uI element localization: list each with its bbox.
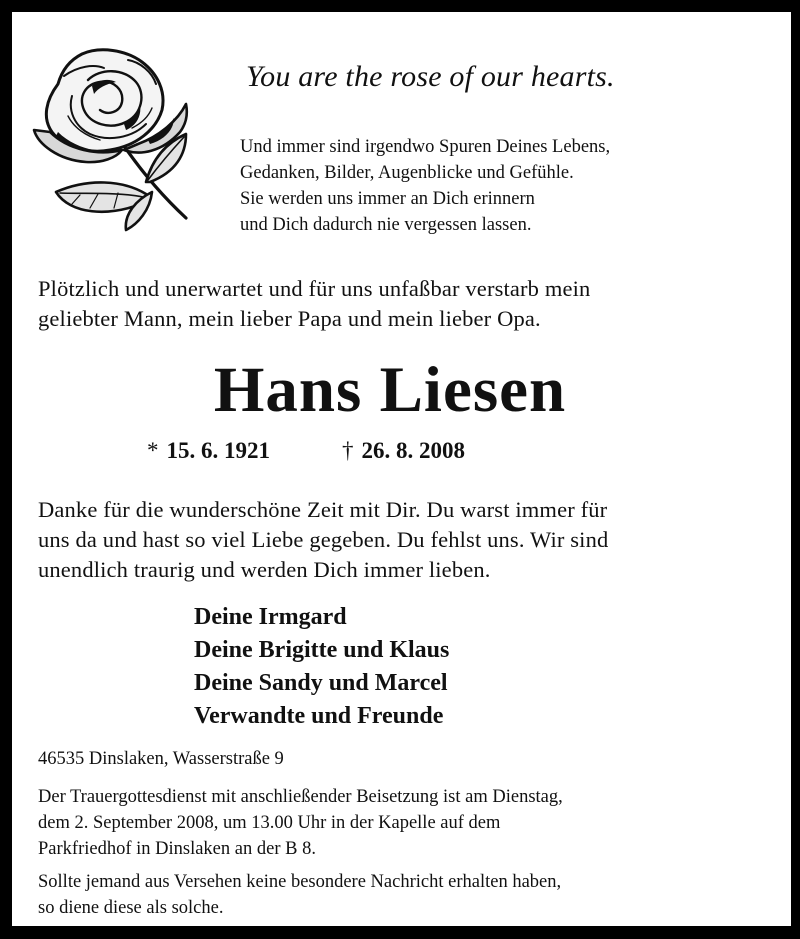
mourner-name: Deine Irmgard (194, 604, 347, 630)
poem-line: und Dich dadurch nie vergessen lassen. (240, 215, 532, 235)
mourner-name: Deine Brigitte und Klaus (194, 637, 450, 663)
poem-line: Sie werden uns immer an Dich erinnern (240, 189, 535, 209)
service-line: Parkfriedhof in Dinslaken an der B 8. (38, 839, 316, 859)
motto-heading: You are the rose of our hearts. (246, 60, 615, 93)
thanks-text (38, 495, 608, 585)
intro-text (38, 274, 590, 334)
deceased-name: Hans Liesen (213, 354, 567, 426)
service-info (38, 784, 563, 862)
rose-icon (28, 32, 208, 232)
intro-line: Plötzlich und unerwartet und für uns unfaßbar verstarb mein (38, 276, 591, 301)
poem (240, 134, 610, 238)
death-date: 26. 8. 2008 (361, 438, 465, 463)
intro-line: geliebter Mann, mein lieber Papa und mein lieber Opa. (38, 306, 541, 331)
thanks-line: uns da und hast so viel Liebe gegeben. Du fehlst uns. Wir sind (38, 527, 609, 552)
service-line: Der Trauergottesdienst mit anschließender Beisetzung ist am Dienstag, (38, 787, 563, 807)
mourner-name: Deine Sandy und Marcel (194, 670, 448, 696)
notice-note (38, 869, 561, 921)
birth-star-icon: * (147, 438, 159, 463)
service-line: dem 2. September 2008, um 13.00 Uhr in der Kapelle auf dem (38, 813, 501, 833)
thanks-line: unendlich traurig und werden Dich immer lieben. (38, 557, 491, 582)
note-line: so diene diese als solche. (38, 898, 224, 918)
death-cross-icon: † (342, 438, 354, 463)
note-line: Sollte jemand aus Versehen keine besondere Nachricht erhalten haben, (38, 872, 562, 892)
poem-line: Gedanken, Bilder, Augenblicke und Gefühle. (240, 163, 574, 183)
death-date-line (342, 438, 465, 464)
mourners-list (194, 601, 449, 733)
thanks-line: Danke für die wunderschöne Zeit mit Dir. Du warst immer für (38, 497, 608, 522)
mourner-name: Verwandte und Freunde (194, 703, 444, 729)
address: 46535 Dinslaken, Wasserstraße 9 (38, 749, 284, 769)
birth-date-line (147, 438, 270, 464)
poem-line: Und immer sind irgendwo Spuren Deines Lebens, (240, 137, 611, 157)
birth-date: 15. 6. 1921 (166, 438, 270, 463)
